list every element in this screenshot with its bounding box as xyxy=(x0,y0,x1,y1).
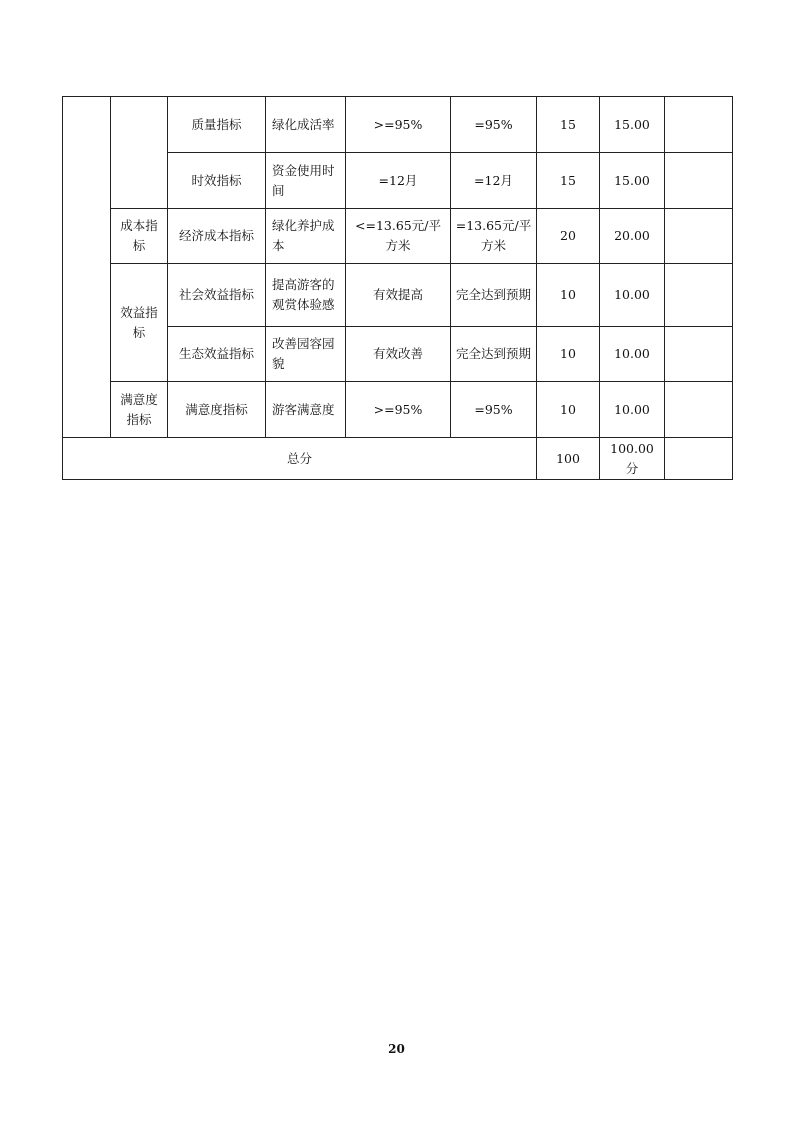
level4-cell: 提高游客的观赏体验感 xyxy=(266,264,346,327)
level4-cell: 游客满意度 xyxy=(266,382,346,438)
note-cell xyxy=(665,382,733,438)
note-cell xyxy=(665,209,733,264)
level2-cell xyxy=(111,97,168,209)
level3-cell: 满意度指标 xyxy=(168,382,266,438)
actual-cell: 完全达到预期 xyxy=(451,264,537,327)
level2-cell: 满意度指标 xyxy=(111,382,168,438)
level3-cell: 经济成本指标 xyxy=(168,209,266,264)
score-cell: 10.00 xyxy=(600,264,665,327)
score-cell: 10.00 xyxy=(600,327,665,382)
target-cell: >=95% xyxy=(346,97,451,153)
level4-cell: 绿化成活率 xyxy=(266,97,346,153)
performance-table xyxy=(62,96,733,480)
level3-cell: 质量指标 xyxy=(168,97,266,153)
note-cell xyxy=(665,264,733,327)
level4-cell: 资金使用时间 xyxy=(266,153,346,209)
page-number: 20 xyxy=(388,1042,405,1056)
level3-cell: 时效指标 xyxy=(168,153,266,209)
target-cell: 有效改善 xyxy=(346,327,451,382)
level2-cell: 成本指标 xyxy=(111,209,168,264)
level3-cell: 社会效益指标 xyxy=(168,264,266,327)
total-label: 总分 xyxy=(63,438,537,480)
total-score: 100.00分 xyxy=(600,438,665,480)
level2-cell: 效益指标 xyxy=(111,264,168,382)
target-cell: <=13.65元/平方米 xyxy=(346,209,451,264)
total-weight: 100 xyxy=(537,438,600,480)
actual-cell: =95% xyxy=(451,382,537,438)
weight-cell: 10 xyxy=(537,327,600,382)
score-cell: 10.00 xyxy=(600,382,665,438)
note-cell xyxy=(665,327,733,382)
target-cell: =12月 xyxy=(346,153,451,209)
target-cell: 有效提高 xyxy=(346,264,451,327)
note-cell xyxy=(665,153,733,209)
level4-cell: 绿化养护成本 xyxy=(266,209,346,264)
actual-cell: 完全达到预期 xyxy=(451,327,537,382)
actual-cell: =12月 xyxy=(451,153,537,209)
actual-cell: =95% xyxy=(451,97,537,153)
weight-cell: 10 xyxy=(537,264,600,327)
total-row xyxy=(63,438,733,480)
table-row xyxy=(63,209,733,264)
table-row xyxy=(63,264,733,327)
weight-cell: 15 xyxy=(537,97,600,153)
weight-cell: 10 xyxy=(537,382,600,438)
level1-cell xyxy=(63,97,111,438)
actual-cell: =13.65元/平方米 xyxy=(451,209,537,264)
score-cell: 15.00 xyxy=(600,97,665,153)
level3-cell: 生态效益指标 xyxy=(168,327,266,382)
table-row xyxy=(63,97,733,153)
total-note xyxy=(665,438,733,480)
table-row xyxy=(63,382,733,438)
note-cell xyxy=(665,97,733,153)
level4-cell: 改善园容园貌 xyxy=(266,327,346,382)
score-cell: 15.00 xyxy=(600,153,665,209)
score-cell: 20.00 xyxy=(600,209,665,264)
target-cell: >=95% xyxy=(346,382,451,438)
weight-cell: 15 xyxy=(537,153,600,209)
weight-cell: 20 xyxy=(537,209,600,264)
